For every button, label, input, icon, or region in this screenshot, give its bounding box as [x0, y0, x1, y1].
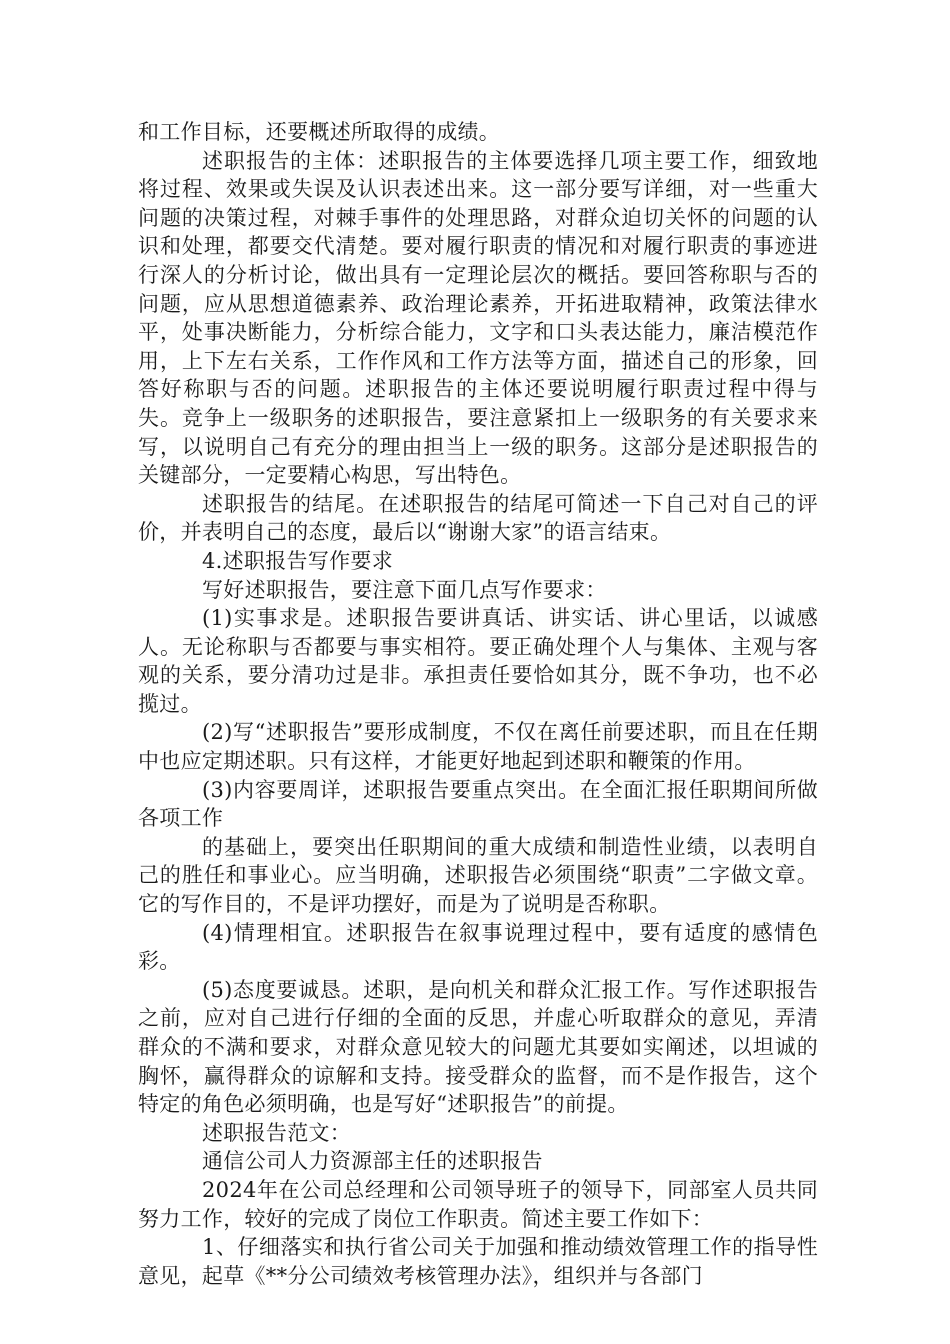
- list-item: (4)情理相宜。述职报告在叙事说理过程中，要有适度的感情色彩。: [138, 920, 818, 974]
- paragraph: 述职报告范文：: [202, 1120, 352, 1145]
- paragraph: 的基础上，要突出任职期间的重大成绩和制造性业绩，以表明自己的胜任和事业心。应当明确，述职报告必须围绕“职责”二字做文章。它的写作目的，不是评功摆好，而是为了说明是否称职。: [138, 834, 818, 917]
- document-title: 通信公司人力资源部主任的述职报告: [202, 1149, 543, 1174]
- section-heading: 4.述职报告写作要求: [202, 548, 394, 573]
- paragraph: 述职报告的主体：述职报告的主体要选择几项主要工作，细致地将过程、效果或失误及认识表述出来。这一部分要写详细，对一些重大问题的决策过程，对棘手事件的处理思路，对群众迫切关怀的问题的认识和处理，都要交代清楚。要对履行职责的情况和对履行职责的事迹进行深人的分析讨论，做出具有一定理论层次的概括。要回答称职与否的问题，应从思想道德素养、政治理论素养，开拓进取精神，政策法律水平，处事决断能力，分析综合能力，文字和口头表达能力，廉洁模范作用，上下左右关系，工作作风和工作方法等方面，描述自己的形象，回答好称职与否的问题。述职报告的主体还要说明履行职责过程中得与失。竞争上一级职务的述职报告，要注意紧扣上一级职务的有关要求来写，以说明自己有充分的理由担当上一级的职务。这部分是述职报告的关键部分，一定要精心构思，写出特色。: [138, 148, 818, 488]
- paragraph: 写好述职报告，要注意下面几点写作要求：: [202, 577, 607, 602]
- list-item: (5)态度要诚恳。述职，是向机关和群众汇报工作。写作述职报告之前，应对自己进行仔细的全面的反思，并虚心听取群众的意见，弄清群众的不满和要求，对群众意见较大的问题尤其要如实阐述，以坦诚的胸怀，赢得群众的谅解和支持。接受群众的监督，而不是作报告，这个特定的角色必须明确，也是写好“述职报告”的前提。: [138, 977, 818, 1117]
- paragraph: 1、仔细落实和执行省公司关于加强和推动绩效管理工作的指导性意见，起草《**分公司绩效考核管理办法》，组织并与各部门: [138, 1235, 818, 1288]
- list-item: (3)内容要周详，述职报告要重点突出。在全面汇报任职期间所做各项工作: [138, 777, 818, 831]
- paragraph: 述职报告的结尾。在述职报告的结尾可简述一下自己对自己的评价，并表明自己的态度，最后以“谢谢大家”的语言结束。: [138, 491, 818, 545]
- list-item: (1)实事求是。述职报告要讲真话、讲实话、讲心里话，以诚感人。无论称职与否都要与事实相符。要正确处理个人与集体、主观与客观的关系，要分清功过是非。承担责任要恰如其分，既不争功，也不必揽过。: [138, 606, 818, 716]
- paragraph: 和工作目标，还要概述所取得的成绩。: [138, 120, 501, 144]
- paragraph: 2024年在公司总经理和公司领导班子的领导下，同部室人员共同努力工作，较好的完成了岗位工作职责。简述主要工作如下：: [138, 1177, 818, 1231]
- document-body: [138, 118, 818, 1290]
- list-item: (2)写“述职报告”要形成制度，不仅在离任前要述职，而且在任期中也应定期述职。只有这样，才能更好地起到述职和鞭策的作用。: [138, 720, 818, 774]
